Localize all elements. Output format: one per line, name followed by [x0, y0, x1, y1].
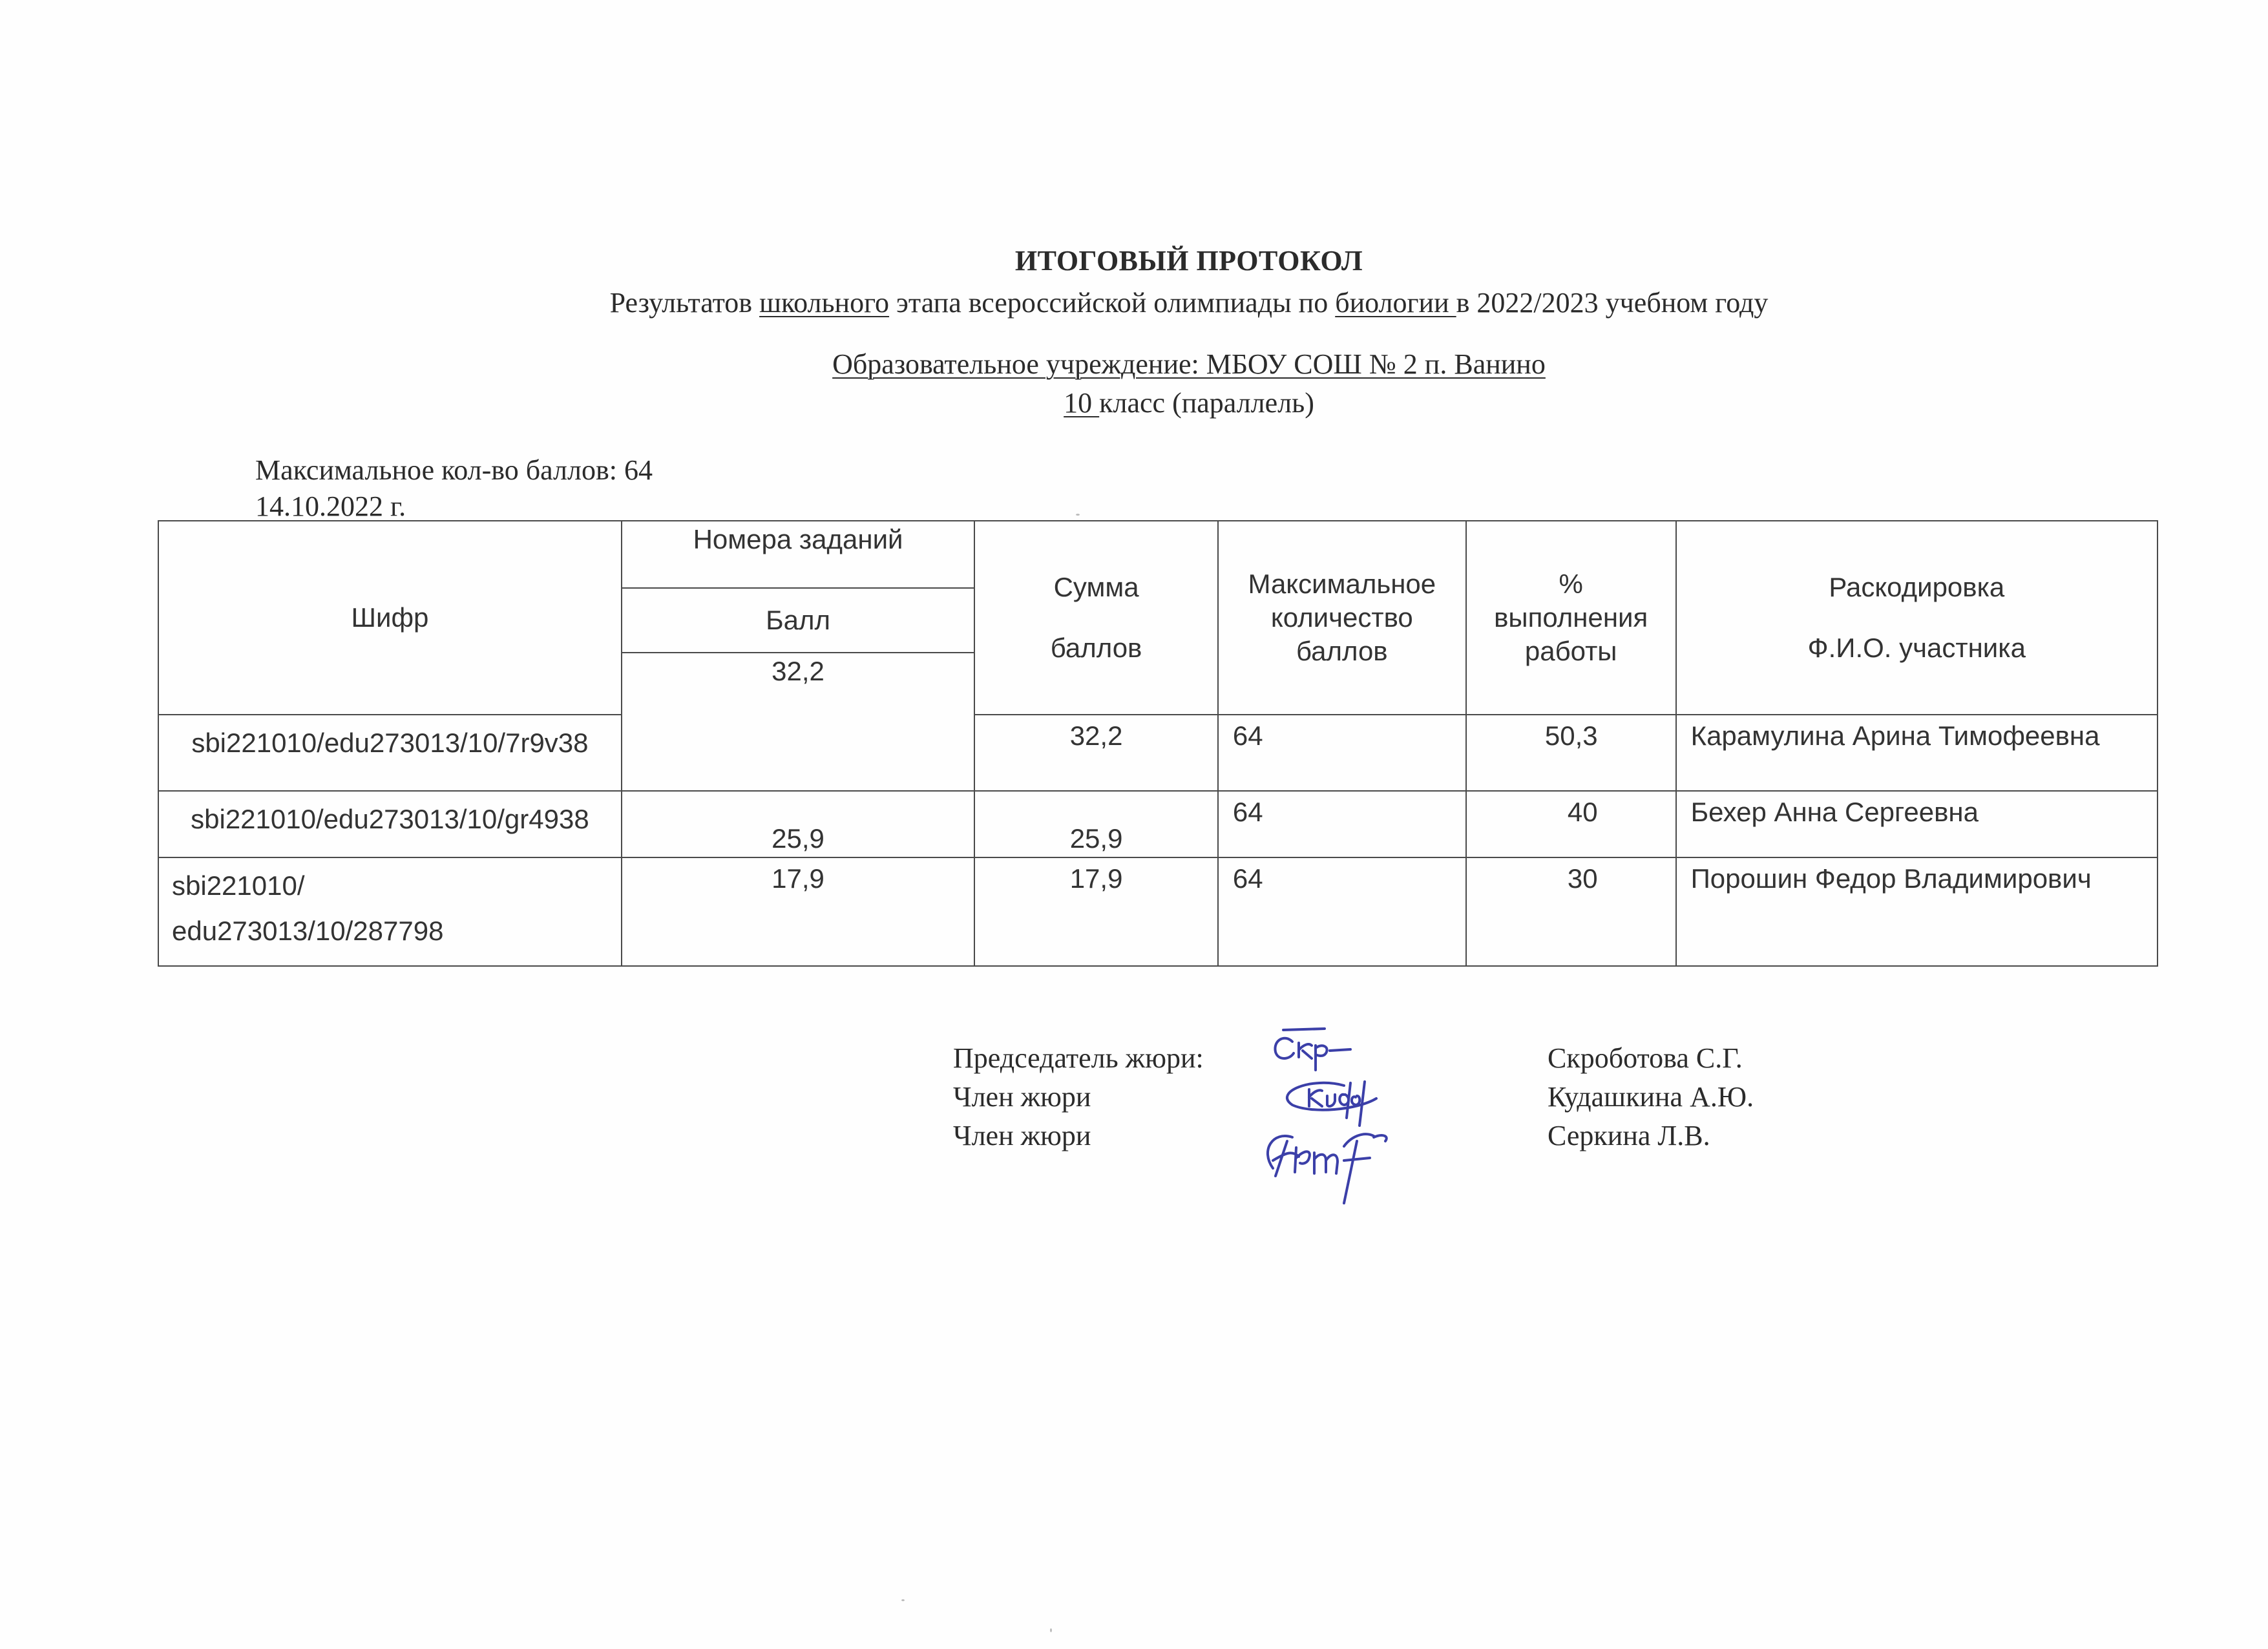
header-decode — [1676, 521, 2158, 715]
row3-max: 64 — [1218, 857, 1466, 966]
header-score: Балл — [622, 588, 974, 653]
row2-code: sbi221010/edu273013/10/gr4938 — [158, 791, 622, 857]
header-code: Шифр — [158, 521, 622, 715]
signature-chair — [1275, 1029, 1350, 1070]
header-sum-line1: Сумма — [1053, 572, 1139, 602]
jury-member1-name: Кудашкина А.Ю. — [1548, 1081, 1754, 1113]
scan-speck — [901, 1599, 905, 1601]
row1-sum: 32,2 — [974, 715, 1218, 791]
table-row — [158, 857, 2158, 966]
row2-percent: 40 — [1466, 791, 1676, 857]
table-row — [158, 791, 2158, 857]
header-decode-line1: Раскодировка — [1829, 572, 2005, 602]
subtitle-subject: биологии — [1335, 287, 1456, 319]
header-pct-line2: выполнения — [1494, 602, 1648, 633]
row1-code: sbi221010/edu273013/10/7r9v38 — [158, 715, 622, 791]
row2-sum: 25,9 — [974, 791, 1218, 857]
row1-max: 64 — [1218, 715, 1466, 791]
grade-number: 10 — [1064, 387, 1100, 419]
subtitle-mid: этапа всероссийской олимпиады по — [889, 287, 1336, 319]
row3-sum: 17,9 — [974, 857, 1218, 966]
row2-max: 64 — [1218, 791, 1466, 857]
subtitle-prefix: Результатов — [609, 287, 760, 319]
row2-name: Бехер Анна Сергеевна — [1676, 791, 2158, 857]
grade-line — [0, 386, 2268, 419]
header-max — [1218, 521, 1466, 715]
subtitle-suffix: в 2022/2023 учебном году — [1456, 287, 1769, 319]
header-sum — [974, 521, 1218, 715]
jury-member2-role: Член жюри — [953, 1120, 1091, 1151]
row3-percent: 30 — [1466, 857, 1676, 966]
document-title: ИТОГОВЫЙ ПРОТОКОЛ — [1014, 245, 1363, 277]
scan-speck — [1050, 1628, 1052, 1632]
subtitle-stage: школьного — [759, 287, 890, 319]
header-sum-line2: баллов — [1050, 633, 1142, 663]
row3-name: Порошин Федор Владимирович — [1676, 857, 2158, 966]
row1-percent: 50,3 — [1466, 715, 1676, 791]
jury-member1-role: Член жюри — [953, 1081, 1091, 1113]
jury-chair-role: Председатель жюри: — [953, 1042, 1204, 1074]
header-max-line3: баллов — [1296, 636, 1388, 666]
document-subtitle — [0, 286, 2268, 319]
signature-member1 — [1287, 1082, 1376, 1126]
header-pct-line3: работы — [1524, 636, 1617, 666]
scan-speck — [1076, 514, 1080, 516]
results-table — [158, 520, 2158, 967]
task-value-cell: 32,2 — [622, 653, 974, 791]
row3-code — [158, 857, 622, 966]
handwritten-signatures — [1247, 1014, 1480, 1215]
row3-code-line1: sbi221010/ — [172, 870, 305, 901]
header-max-line2: количество — [1270, 602, 1413, 633]
grade-suffix: класс (параллель) — [1099, 387, 1314, 419]
organization-line: Образовательное учреждение: МБОУ СОШ № 2 п. Ванино — [832, 348, 1546, 380]
header-pct-line1: % — [1559, 569, 1583, 599]
table-row — [158, 715, 2158, 791]
row2-task: 25,9 — [622, 791, 974, 857]
row3-code-line2: edu273013/10/287798 — [172, 916, 444, 946]
header-task-numbers: Номера заданий — [622, 521, 974, 588]
header-decode-line2: Ф.И.О. участника — [1807, 633, 2026, 663]
row1-name: Карамулина Арина Тимофеевна — [1676, 715, 2158, 791]
table-header-row-1 — [158, 521, 2158, 588]
protocol-date: 14.10.2022 г. — [255, 490, 406, 522]
header-percent — [1466, 521, 1676, 715]
signature-member2 — [1268, 1134, 1387, 1203]
jury-member2-name: Серкина Л.В. — [1548, 1120, 1710, 1151]
header-max-line1: Максимальное — [1248, 569, 1436, 599]
jury-chair-name: Скроботова С.Г. — [1548, 1042, 1743, 1074]
max-score-line: Максимальное кол-во баллов: 64 — [255, 454, 653, 486]
row3-task: 17,9 — [622, 857, 974, 966]
